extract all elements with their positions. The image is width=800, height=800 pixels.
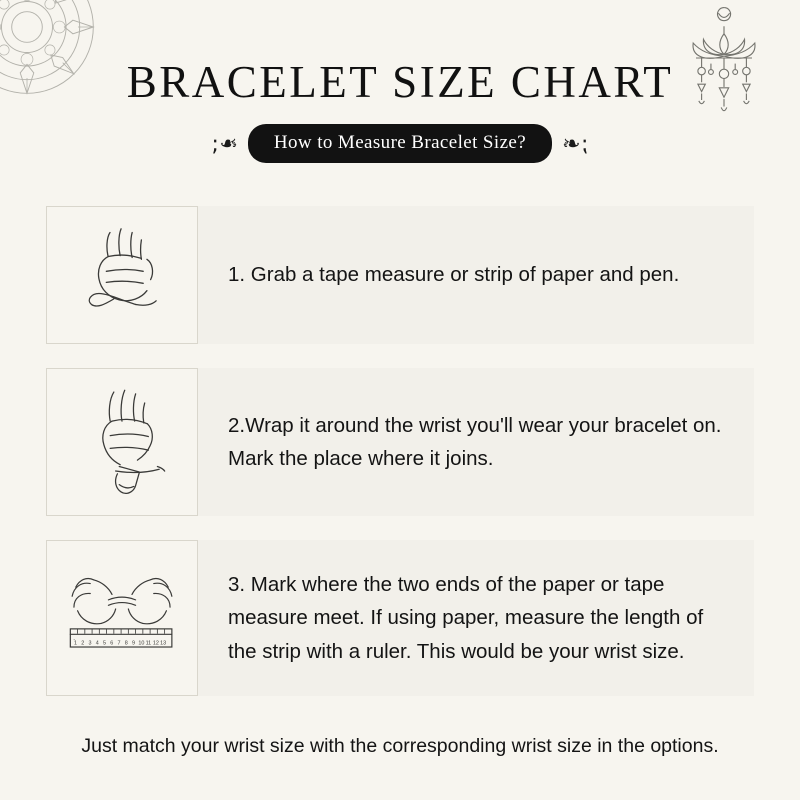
step-2-illustration (46, 368, 198, 516)
svg-text:9: 9 (131, 640, 136, 647)
footer-note: Just match your wrist size with the corresponding wrist size in the options. (81, 735, 719, 757)
svg-text:1: 1 (73, 640, 77, 647)
step-2-text: 2.Wrap it around the wrist you'll wear your bracelet on. Mark the place where it joins. (228, 413, 722, 470)
svg-text:8: 8 (124, 640, 128, 647)
svg-text:13: 13 (160, 640, 167, 647)
flourish-left-icon: ❧⁏ (212, 130, 238, 156)
svg-text:10: 10 (138, 640, 145, 647)
list-item (46, 540, 754, 696)
hands-measuring-strip-with-ruler-icon (54, 563, 190, 673)
flourish-right-icon: ❧⁏ (562, 130, 588, 156)
step-3-text: 3. Mark where the two ends of the paper or tape measure meet. If using paper, measure the length of the strip with a ruler. This would be your wrist size. (228, 573, 704, 663)
svg-text:2: 2 (81, 640, 85, 647)
svg-text:11: 11 (145, 640, 152, 647)
subtitle-row (0, 124, 800, 163)
list-item (46, 368, 754, 516)
step-1-text: 1. Grab a tape measure or strip of paper and pen. (228, 263, 680, 287)
hand-fist-with-tape-icon (62, 219, 182, 331)
page-title: BRACELET SIZE CHART (126, 57, 674, 107)
step-3-illustration (46, 540, 198, 696)
svg-text:6: 6 (110, 640, 114, 647)
svg-text:12: 12 (152, 640, 159, 647)
svg-text:7: 7 (117, 640, 121, 647)
svg-text:5: 5 (102, 640, 106, 647)
svg-text:3: 3 (88, 640, 92, 647)
hand-wrist-wrapped-tape-icon (63, 382, 181, 502)
step-1-illustration (46, 206, 198, 344)
list-item (46, 206, 754, 344)
svg-text:4: 4 (95, 640, 99, 647)
steps-list (0, 206, 800, 720)
subtitle-badge: How to Measure Bracelet Size? (248, 124, 552, 163)
